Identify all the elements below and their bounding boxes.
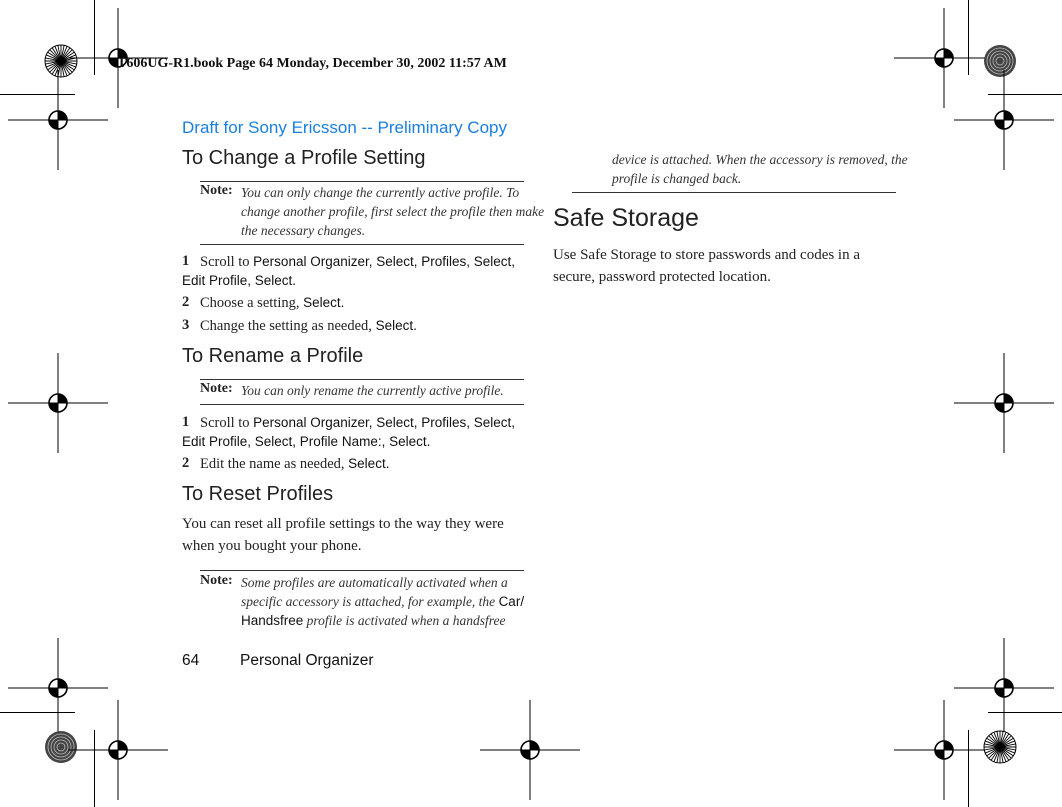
menu-path-continued: Edit Profile, Select, Profile Name:, Select. xyxy=(182,434,431,449)
note-bottom-rule xyxy=(200,244,524,245)
step-1: 1 Scroll to Personal Organizer, Select, Profiles, Select, Edit Profile, Select. xyxy=(182,253,516,288)
note-continued: device is attached. When the accessory is removed, the profile is changed back. xyxy=(612,152,908,186)
menu-path: Personal Organizer, Select, Profiles, Select, xyxy=(253,254,516,269)
step-3: 3 Change the setting as needed, Select. xyxy=(182,317,417,334)
heading-rename-profile: To Rename a Profile xyxy=(182,345,364,367)
note-top-rule xyxy=(200,181,524,182)
note-label: Note: xyxy=(200,183,233,198)
step-2: 2 Edit the name as needed, Select. xyxy=(182,455,390,472)
step-2: 2 Choose a setting, Select. xyxy=(182,294,345,311)
heading-safe-storage: Safe Storage xyxy=(553,204,699,232)
note-bottom-rule xyxy=(572,192,896,193)
menu-path-continued: Edit Profile, Select. xyxy=(182,273,297,288)
page-number: 64 xyxy=(182,652,200,669)
print-header: T606UG-R1.book Page 64 Monday, December 30, 2002 11:57 AM xyxy=(117,56,507,71)
menu-path: Personal Organizer, Select, Profiles, Select, xyxy=(253,415,516,430)
heading-reset-profiles: To Reset Profiles xyxy=(182,483,334,505)
note-bottom-rule xyxy=(200,404,524,405)
draft-banner: Draft for Sony Ericsson -- Preliminary Copy xyxy=(182,118,507,137)
step-1: 1 Scroll to Personal Organizer, Select, Profiles, Select, Edit Profile, Select, Profile Name:, Select. xyxy=(182,414,516,449)
heading-change-profile-setting: To Change a Profile Setting xyxy=(182,147,426,169)
note-text: You can only change the currently active profile. To change another profile, first select the profile then make the necessary changes. xyxy=(241,185,545,238)
safe-storage-body: Use Safe Storage to store passwords and codes in a secure, password protected location. xyxy=(553,247,861,285)
note-top-rule xyxy=(200,379,524,380)
reset-body: You can reset all profile settings to the way they were when you bought your phone. xyxy=(182,516,504,554)
note-top-rule xyxy=(200,570,524,571)
footer-section-title: Personal Organizer xyxy=(240,652,374,669)
step-number: 1 xyxy=(182,253,190,269)
